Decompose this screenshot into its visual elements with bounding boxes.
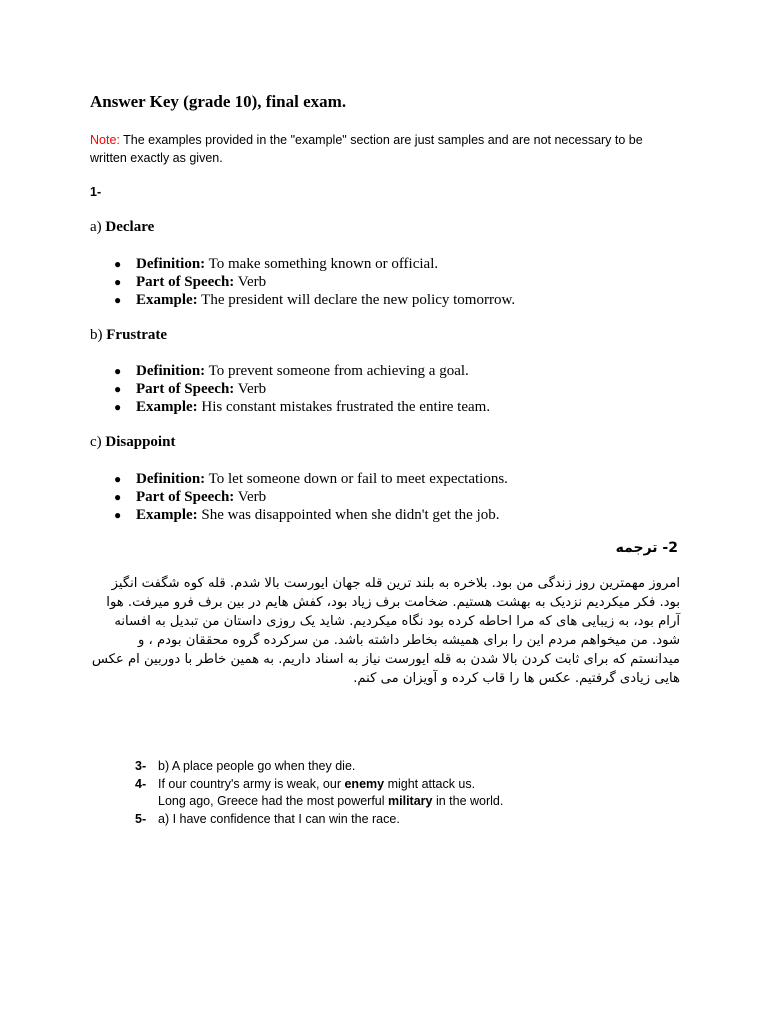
answer-text-end: in the world.: [432, 794, 504, 809]
bullet-icon: ●: [114, 381, 122, 396]
example-item: [90, 292, 515, 310]
example-label: Example:: [136, 291, 198, 308]
part-of-speech-item: [90, 274, 515, 292]
example-item: [90, 399, 490, 417]
word-title: Frustrate: [106, 327, 168, 343]
word-heading-disappoint: [90, 434, 175, 451]
answer-item: [135, 811, 503, 829]
example-text: His constant mistakes frustrated the entire team.: [197, 398, 491, 415]
note-label: Note:: [90, 133, 120, 147]
question-2-heading: 2- ترجمه: [615, 540, 678, 556]
answer-text: Long ago, Greece had the most powerful: [158, 794, 389, 809]
answer-bold-word: military: [388, 794, 433, 809]
answer-bold-word: enemy: [344, 776, 385, 791]
pos-text: Verb: [234, 273, 267, 290]
example-text: She was disappointed when she didn't get the job.: [197, 506, 500, 523]
definition-text: To let someone down or fail to meet expectations.: [205, 471, 508, 487]
word-heading-frustrate: [90, 327, 167, 344]
example-label: Example:: [136, 506, 198, 523]
answer-item: [135, 758, 503, 776]
definition-label: Definition:: [136, 471, 206, 487]
bullet-icon: ●: [114, 507, 122, 522]
example-item: [90, 507, 508, 525]
definition-text: To make something known or official.: [205, 256, 439, 272]
word-title: Declare: [105, 219, 155, 235]
answer-text: a) I have confidence that I can win the race.: [158, 811, 400, 826]
pos-text: Verb: [234, 488, 267, 505]
word-details-disappoint: [90, 471, 508, 524]
answer-list: [135, 758, 503, 828]
pos-label: Part of Speech:: [136, 273, 235, 290]
example-label: Example:: [136, 398, 198, 415]
definition-label: Definition:: [136, 256, 206, 272]
example-text: The president will declare the new policy tomorrow.: [197, 291, 516, 308]
answer-text: b) A place people go when they die.: [158, 759, 356, 773]
definition-item: [90, 363, 490, 381]
word-letter: b): [90, 327, 103, 343]
word-heading-declare: [90, 219, 154, 236]
definition-text: To prevent someone from achieving a goal.: [205, 363, 469, 379]
pos-label: Part of Speech:: [136, 380, 235, 397]
bullet-icon: ●: [114, 364, 122, 378]
pos-label: Part of Speech:: [136, 488, 235, 505]
note-paragraph: [90, 131, 680, 167]
part-of-speech-item: [90, 489, 508, 507]
answer-text: If our country's army is weak, our: [158, 776, 345, 791]
pos-text: Verb: [234, 380, 267, 397]
bullet-icon: ●: [114, 399, 122, 414]
page-title: Answer Key (grade 10), final exam.: [90, 92, 347, 111]
word-details-frustrate: [90, 363, 490, 416]
answer-number: 4-: [135, 776, 147, 791]
translation-paragraph: امروز مهمترین روز زندگی من بود. بلاخره به بلند ترین قله جهان ایورست بالا شدم. قله کوه شگفت انگیز بود. فکر میکردیم نزدیک به بهشت هستیم. ضخامت برف زیاد بود، کفش هایم در بین برف فرو میرفت. هوا آرام بود، به زیبایی های که مرا احاطه کرده بود نگاه میکردیم. شاید یک روزی داستان من تبدیل به افسانه شود. من میخواهم مردم این را برای همیشه بخاطر داشته باشد. من سرکرده گروه محققان بودم ، و میدانستم که برای ثابت کردن بالا شدن به قله ایورست نیاز به اسناد داریم. به همین خاطر با دوربین ام عکس هایی زیادی گرفتیم. عکس ها را قاب کرده و آویزان می کنم.: [91, 576, 680, 686]
bullet-icon: ●: [114, 472, 122, 486]
word-details-declare: [90, 256, 515, 309]
bullet-icon: ●: [114, 257, 122, 271]
definition-item: [90, 471, 508, 489]
bullet-icon: ●: [114, 292, 122, 307]
answer-number: 5-: [135, 811, 147, 826]
answer-number: 3-: [135, 759, 147, 773]
note-text: The examples provided in the "example" section are just samples and are not necessary to be written exactly as given.: [90, 133, 643, 165]
question-1-number: 1-: [90, 185, 102, 199]
word-letter: a): [90, 219, 102, 235]
definition-item: [90, 256, 515, 274]
definition-label: Definition:: [136, 363, 206, 379]
word-letter: c): [90, 434, 102, 450]
answer-item: [135, 776, 503, 794]
answer-text-end: might attack us.: [384, 776, 476, 791]
word-title: Disappoint: [105, 434, 176, 450]
answer-item: [135, 793, 503, 811]
bullet-icon: ●: [114, 274, 122, 289]
part-of-speech-item: [90, 381, 490, 399]
bullet-icon: ●: [114, 489, 122, 504]
